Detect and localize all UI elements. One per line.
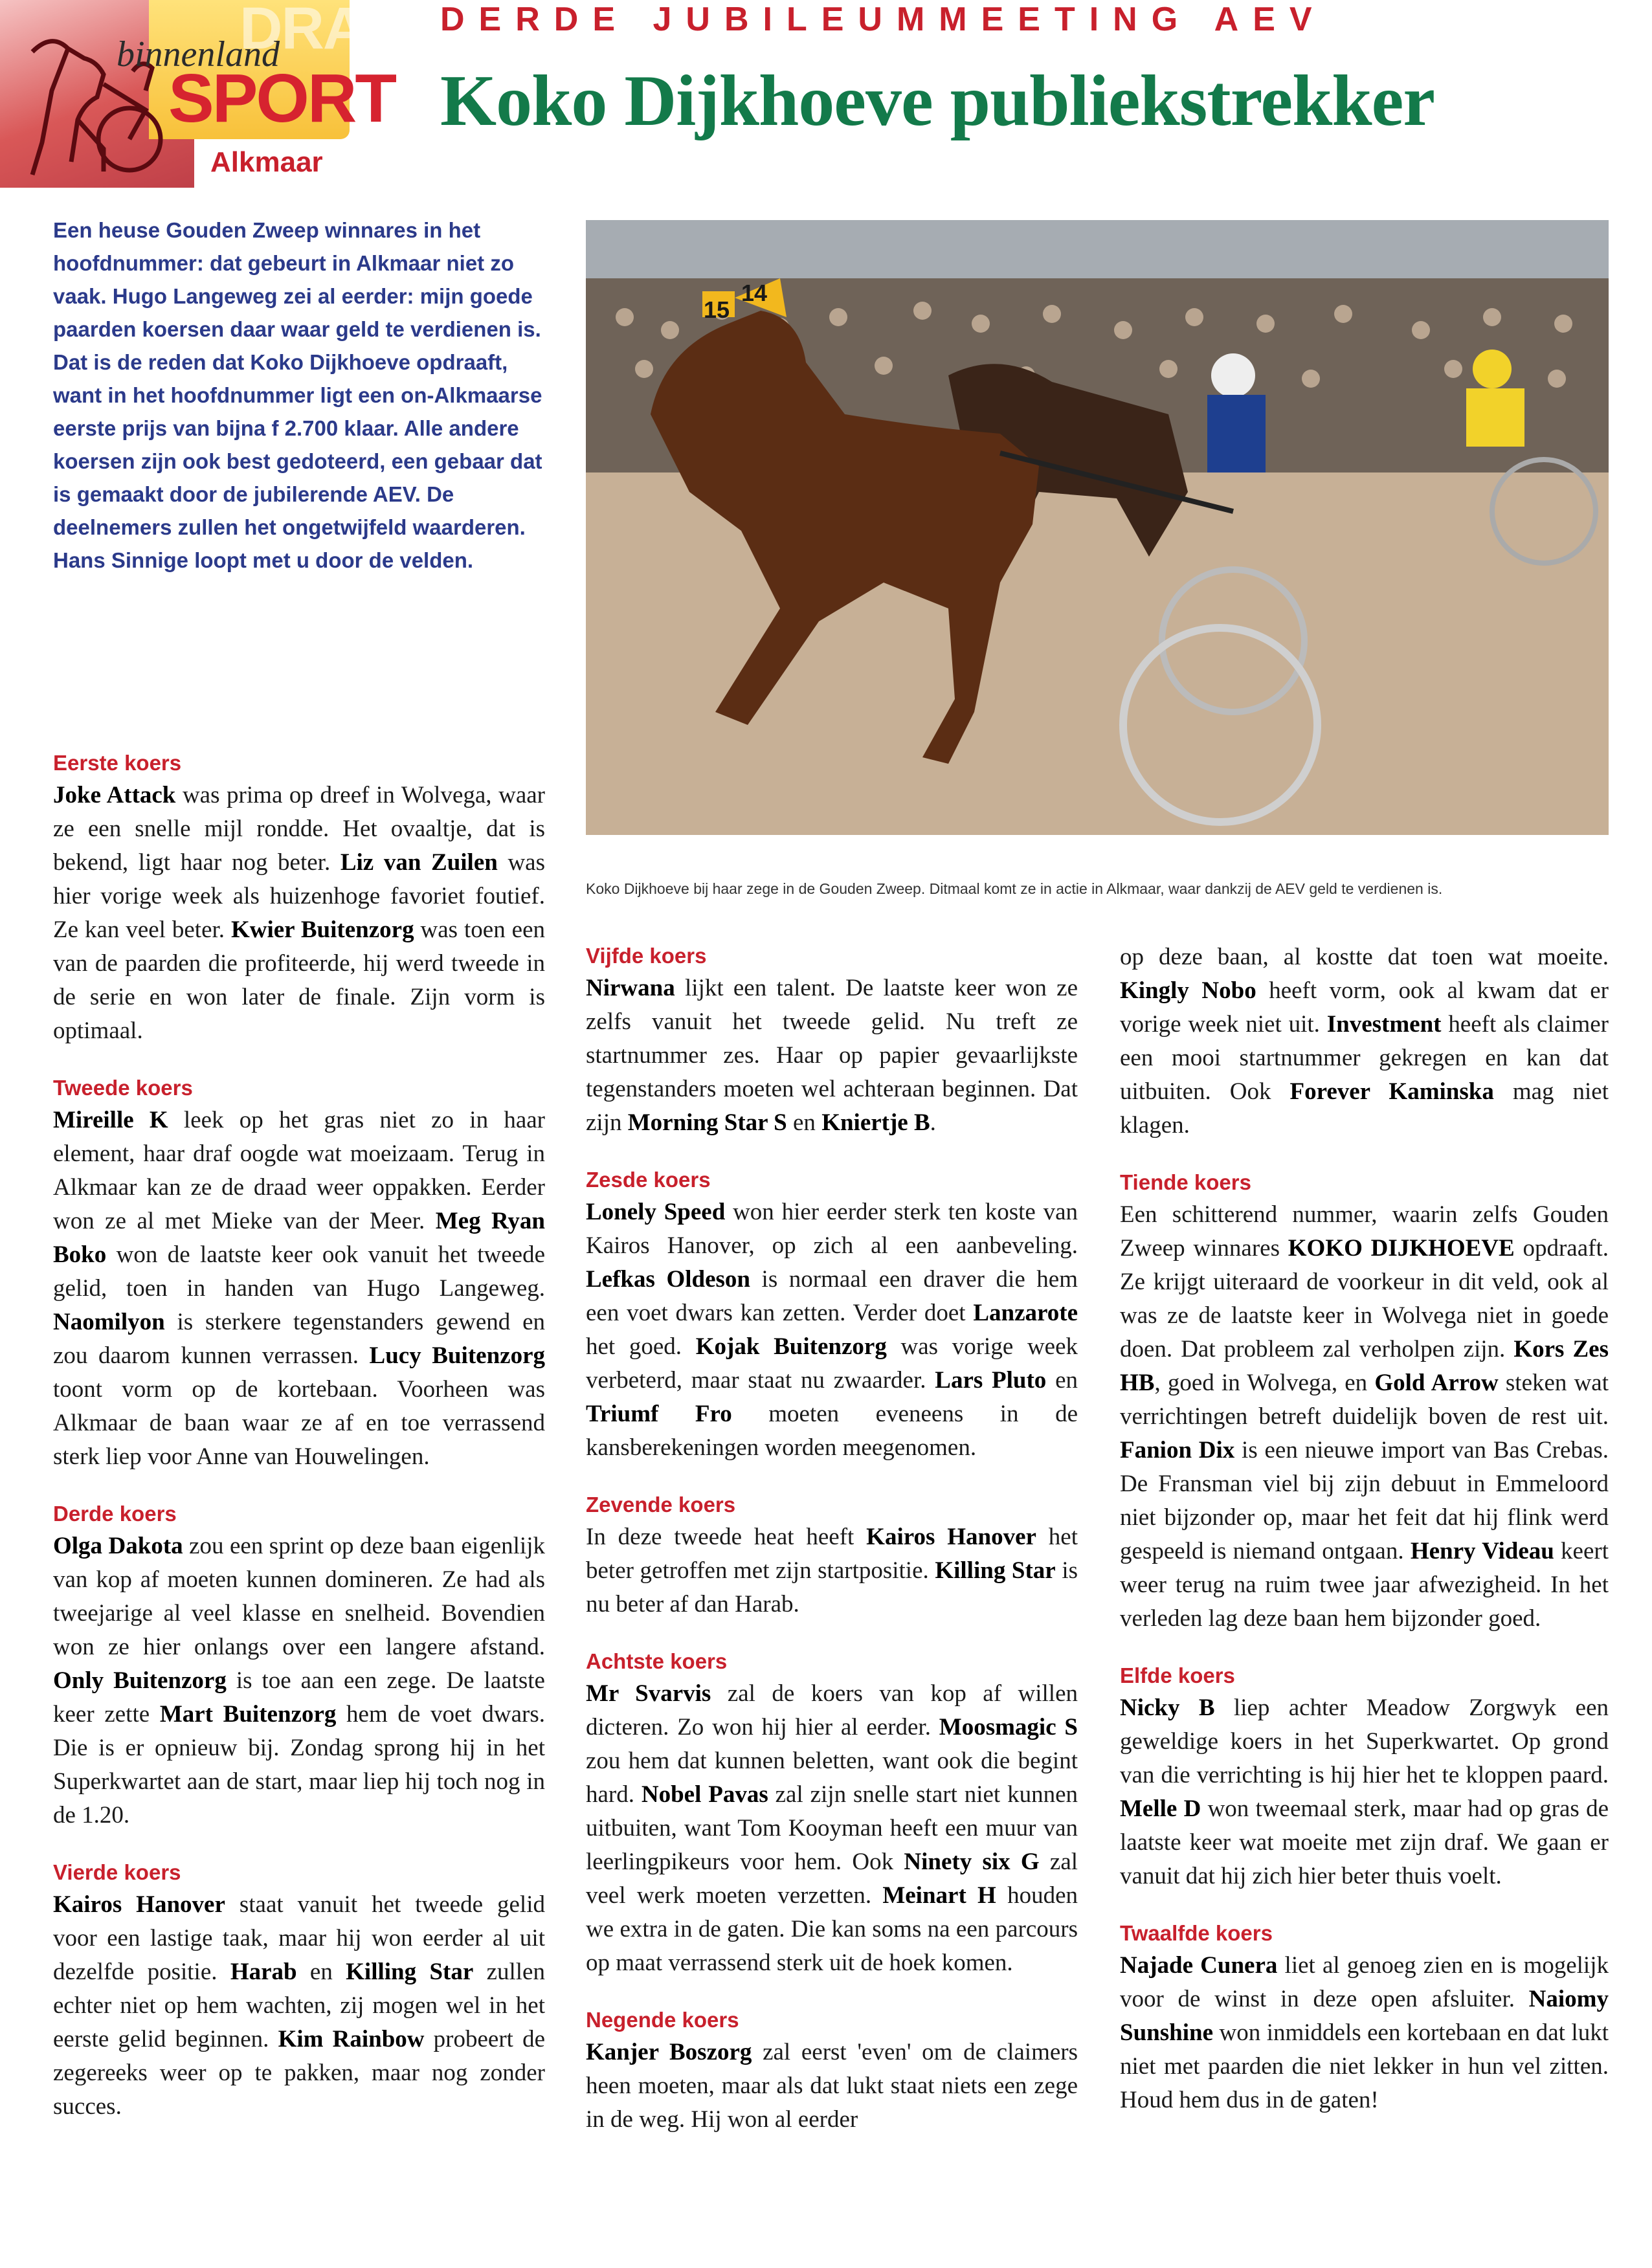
section-negende-koers (586, 2005, 1078, 2137)
column-3 (1120, 940, 1609, 2142)
horse-name: Kojak Buitenzorg (695, 1333, 887, 1360)
section-body: Najade Cunera liet al genoeg zien en is mogelijk voor de winst in deze open afsluiter. Naiomy Sunshine won inmiddels een kortebaan en dat lukt niet met paarden die niet lekker in hun vel zitten. Houd hem dus in de gaten! (1120, 1952, 1609, 2113)
horse-name: Ninety six G (904, 1849, 1040, 1875)
section-body: op deze baan, al kostte dat toen wat moeite. Kingly Nobo heeft vorm, ook al kwam dat er vorige week niet uit. Investment heeft als claimer een mooi startnummer gekregen en kan dat uitbuiten. Ook Forever Kaminska mag niet klagen. (1120, 944, 1609, 1139)
section-body: Kairos Hanover staat vanuit het tweede gelid voor een lastige taak, maar hij won eerder al uit dezelfde positie. Harab en Killing Star zullen echter niet op hem wachten, zij mogen wel in het eerste gelid beginnen. Kim Rainbow probeert de zegereeks weer op te pakken, maar nog zonder succes. (53, 1891, 545, 2120)
horse-name: Mart Buitenzorg (159, 1701, 337, 1728)
section-heading: Twaalfde koers (1120, 1921, 1273, 1945)
draf-sport-logo (0, 0, 400, 188)
section-continuation (1120, 940, 1609, 1142)
horse-name: Lefkas Oldeson (586, 1266, 750, 1293)
section-heading: Vierde koers (53, 1860, 181, 1884)
section-zevende-koers (586, 1489, 1078, 1621)
section-heading: Elfde koers (1120, 1663, 1235, 1687)
horse-name: Meinart H (882, 1882, 996, 1909)
horse-name: KOKO DIJKHOEVE (1288, 1235, 1515, 1262)
section-vijfde-koers (586, 940, 1078, 1140)
section-body: Nicky B liep achter Meadow Zorgwyk een geweldige koers in het Superkwartet. Op grond van die verrichting is hij hier het te kloppen paard. Melle D won tweemaal sterk, maar had op gras de laatste keer wat moeite met zijn draf. We gaan er vanuit dat hij zich hier beter thuis voelt. (1120, 1695, 1609, 1889)
section-elfde-koers (1120, 1660, 1609, 1893)
section-heading: Zesde koers (586, 1168, 711, 1192)
horse-name: Kniertje B (821, 1109, 930, 1136)
intro-paragraph: Een heuse Gouden Zweep winnares in het hoofdnummer: dat gebeurt in Alkmaar niet zo vaak. Hugo Langeweg zei al eerder: mijn goede paarden koersen daar waar geld te verdienen is. Dat is de reden dat Koko Dijkhoeve opdraaft, want in het hoofdnummer ligt een on-Alkmaarse eerste prijs van bijna f 2.700 klaar. Alle andere koersen zijn ook best gedoteerd, een gebaar dat is gemaakt door de jubilerende AEV. De deelnemers zullen het ongetwijfeld waarderen. Hans Sinnige loopt met u door de velden. (53, 218, 542, 572)
horse-name: Mireille K (53, 1107, 168, 1133)
section-achtste-koers (586, 1646, 1078, 1980)
logo-binnenland: binnenland (117, 34, 280, 74)
horse-name: Nirwana (586, 975, 675, 1001)
saddle-cloth-number-14: 14 (741, 280, 768, 306)
horse-name: Najade Cunera (1120, 1952, 1278, 1979)
section-vierde-koers (53, 1857, 545, 2124)
horse-name: Joke Attack (53, 782, 176, 808)
saddle-cloth-number-15: 15 (704, 296, 730, 323)
section-body: In deze tweede heat heeft Kairos Hanover het beter getroffen met zijn startpositie. Killing Star is nu beter af dan Harab. (586, 1524, 1078, 1618)
horse-name: Killing Star (346, 1959, 474, 1985)
section-body: Olga Dakota zou een sprint op deze baan eigenlijk van kop af moeten kunnen domineren. Ze had als tweejarige al veel klasse en snelheid. Bovendien won ze hier onlangs over een langere afstand. Only Buitenzorg is toe aan een zege. De laatste keer zette Mart Buitenzorg hem de voet dwars. Die is er opnieuw bij. Zondag sprong hij in het Superkwartet aan de start, maar liep hij toch nog in de 1.20. (53, 1533, 545, 1829)
horse-name: Morning Star S (627, 1109, 787, 1136)
horse-name: Kingly Nobo (1120, 977, 1256, 1004)
section-twaalfde-koers (1120, 1918, 1609, 2117)
horse-name: Kors Zes HB (1120, 1336, 1609, 1396)
horse-name: Only Buitenzorg (53, 1667, 227, 1694)
race-illustration (586, 220, 1609, 835)
section-body: Joke Attack was prima op dreef in Wolvega, waar ze een snelle mijl rondde. Het ovaaltje, dat is bekend, ligt haar nog beter. Liz van Zuilen was hier vorige week als huizenhoge favoriet foutief. Ze kan veel beter. Kwier Buitenzorg was toen een van de paarden die profiteerde, hij werd tweede in de serie en won later de finale. Zijn vorm is optimaal. (53, 782, 545, 1044)
horse-name: Killing Star (935, 1557, 1056, 1584)
horse-name: Liz van Zuilen (340, 849, 498, 876)
horse-name: Kwier Buitenzorg (230, 917, 414, 943)
horse-name: Investment (1326, 1011, 1442, 1038)
race-photo (586, 220, 1609, 835)
horse-name: Kairos Hanover (866, 1524, 1036, 1550)
horse-name: Kim Rainbow (278, 2026, 425, 2052)
section-heading: Negende koers (586, 2008, 739, 2032)
section-tweede-koers (53, 1073, 545, 1474)
horse-name: Nicky B (1120, 1695, 1215, 1721)
horse-name: Gold Arrow (1374, 1370, 1499, 1396)
horse-name: Olga Dakota (53, 1533, 183, 1559)
horse-name: Triumf Fro (586, 1401, 732, 1427)
section-heading: Tiende koers (1120, 1170, 1251, 1194)
horse-name: Kanjer Boszorg (586, 2039, 752, 2065)
horse-name: Kairos Hanover (53, 1891, 225, 1918)
section-heading: Vijfde koers (586, 944, 707, 968)
logo-sport: SPORT (168, 60, 396, 137)
horse-name: Forever Kaminska (1289, 1078, 1494, 1105)
horse-name: Melle D (1120, 1796, 1201, 1822)
horse-name: Nobel Pavas (641, 1781, 768, 1808)
horse-name: Naiomy Sunshine (1120, 1986, 1609, 2046)
horse-name: Lonely Speed (586, 1199, 726, 1225)
horse-name: Fanion Dix (1120, 1437, 1235, 1463)
section-body: Mr Svarvis zal de koers van kop af willen dicteren. Zo won hij hier al eerder. Moosmagic S zou hem dat kunnen beletten, want ook die begint hard. Nobel Pavas zal zijn snelle start niet kunnen uitbuiten, want Tom Kooyman heeft een muur van leerlingpikeurs voor hem. Ook Ninety six G zal veel werk moeten verzetten. Meinart H houden we extra in de gaten. Die kan soms na een parcours op maat verrassend sterk uit de hoek komen. (586, 1680, 1078, 1976)
photo-caption: Koko Dijkhoeve bij haar zege in de Gouden Zweep. Ditmaal komt ze in actie in Alkmaar, waar dankzij de AEV geld te verdienen is. (586, 880, 1443, 897)
section-heading: Derde koers (53, 1502, 177, 1526)
section-body: Nirwana lijkt een talent. De laatste keer won ze zelfs vanuit het tweede gelid. Nu treft ze startnummer zes. Haar op papier gevaarlijkste tegenstanders moeten wel achteraan beginnen. Dat zijn Morning Star S en Kniertje B. (586, 975, 1078, 1136)
horse-name: Moosmagic S (939, 1714, 1078, 1740)
section-heading: Zevende koers (586, 1493, 736, 1517)
horse-name: Mr Svarvis (586, 1680, 711, 1707)
horse-name: Lanzarote (973, 1300, 1078, 1326)
horse-name: Henry Videau (1410, 1538, 1554, 1564)
column-1 (53, 748, 545, 2148)
column-2 (586, 940, 1078, 2161)
logo-city: Alkmaar (210, 146, 323, 178)
horse-name: Lucy Buitenzorg (369, 1342, 545, 1369)
horse-name: Harab (230, 1959, 297, 1985)
section-zesde-koers (586, 1164, 1078, 1465)
section-heading: Eerste koers (53, 751, 182, 775)
section-body: Mireille K leek op het gras niet zo in haar element, haar draf oogde wat moeizaam. Terug in Alkmaar kan ze de draad weer oppakken. Eerder won ze al met Mieke van der Meer. Meg Ryan Boko won de laatste keer ook vanuit het tweede gelid, toen in handen van Hugo Langeweg. Naomilyon is sterkere tegenstanders gewend en zou daarom kunnen verrassen. Lucy Buitenzorg toont vorm op de kortebaan. Voorheen was Alkmaar de baan waar ze af en toe verrassend sterk liep voor Anne van Houwelingen. (53, 1107, 545, 1470)
section-heading: Achtste koers (586, 1649, 728, 1673)
horse-name: Naomilyon (53, 1309, 165, 1335)
section-body: Lonely Speed won hier eerder sterk ten koste van Kairos Hanover, op zich al een aanbeveling. Lefkas Oldeson is normaal een draver die hem een voet dwars kan zetten. Verder doet Lanzarote het goed. Kojak Buitenzorg was vorige week verbeterd, maar staat nu zwaarder. Lars Pluto en Triumf Fro moeten eveneens in de kansberekeningen worden meegenomen. (586, 1199, 1078, 1461)
section-eerste-koers (53, 748, 545, 1048)
page-title: Koko Dijkhoeve publiekstrekker (440, 61, 1435, 141)
section-tiende-koers (1120, 1167, 1609, 1636)
horse-name: Lars Pluto (935, 1367, 1047, 1394)
section-body: Kanjer Boszorg zal eerst 'even' om de claimers heen moeten, maar als dat lukt staat niets een zege in de weg. Hij won al eerder (586, 2039, 1078, 2133)
horse-name: Meg Ryan Boko (53, 1208, 545, 1268)
section-body: Een schitterend nummer, waarin zelfs Gouden Zweep winnares KOKO DIJKHOEVE opdraaft. Ze krijgt uiteraard de voorkeur in dit veld, ook al was ze de laatste keer in Wolvega niet in goede doen. Dat probleem zal verholpen zijn. Kors Zes HB, goed in Wolvega, en Gold Arrow steken wat verrichtingen betreft duidelijk boven de rest uit. Fanion Dix is een nieuwe import van Bas Crebas. De Fransman viel bij zijn debuut in Emmeloord niet bijzonder op, maar het feit dat hij flink werd gespeeld is niemand ontgaan. Henry Videau keert weer terug na ruim twee jaar afwezigheid. In het verleden lag deze baan hem bijzonder goed. (1120, 1201, 1609, 1632)
logo-draf: DRAF (240, 0, 400, 61)
section-derde-koers (53, 1498, 545, 1832)
kicker: DERDE JUBILEUMMEETING AEV (440, 1, 1326, 38)
section-heading: Tweede koers (53, 1076, 193, 1100)
